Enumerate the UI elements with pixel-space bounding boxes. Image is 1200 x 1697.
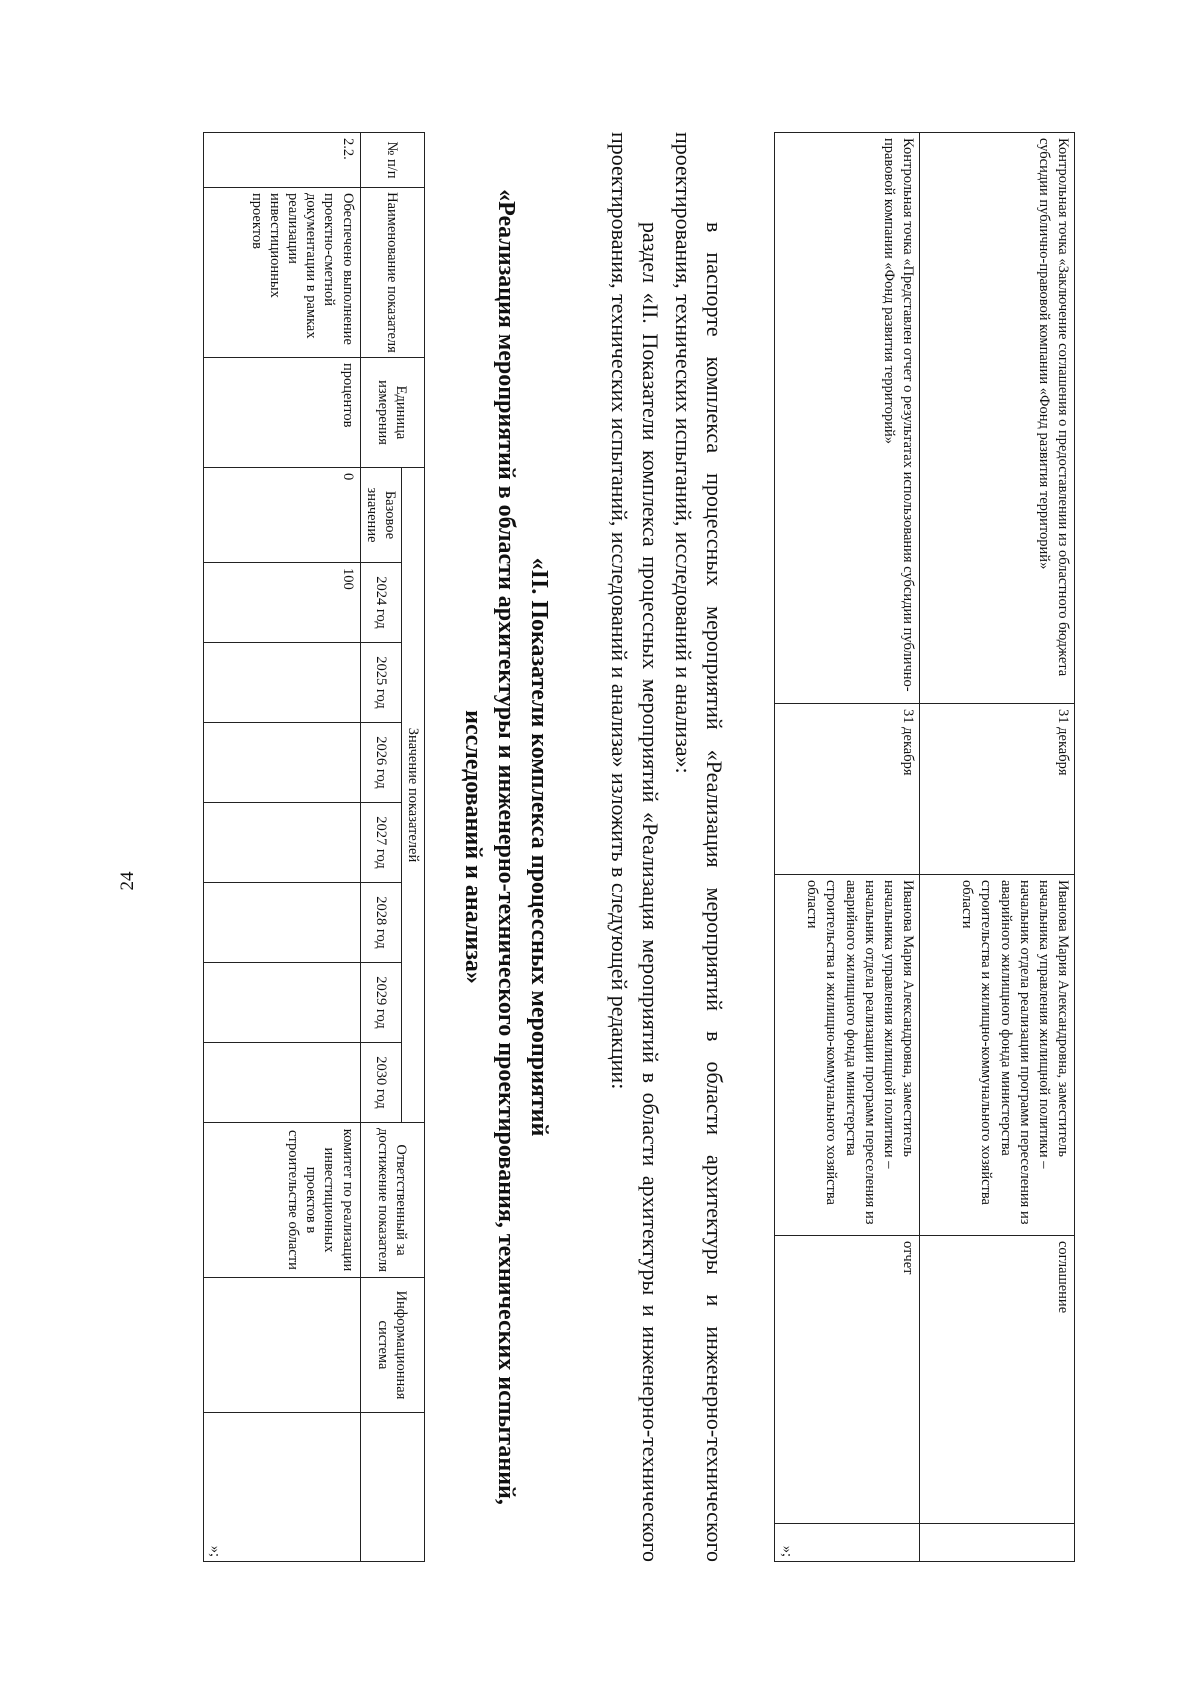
value-group-header: Значение показателей bbox=[401, 468, 424, 1123]
closing-quote-mark: »; bbox=[206, 1545, 223, 1557]
base-header: Базовое значение bbox=[360, 468, 401, 563]
amendment-paragraph-2: раздел «II. Показатели комплекса процессных мероприятий «Реализация мероприятий в области архитектуры и инженерно-технического проектирования, технических испытаний, исследований и анализа» изложить в следующей редакции: bbox=[606, 132, 663, 1562]
year-value-cell bbox=[203, 643, 360, 723]
document-cell: отчет bbox=[775, 1236, 920, 1524]
amendment-paragraph-1: в паспорте комплекса процессных мероприятий «Реализация мероприятий в области архитектуры и инженерно-технического проектирования, технических испытаний, исследований и анализа»: bbox=[670, 132, 727, 1562]
year-value-cell: 100 bbox=[203, 563, 360, 643]
year-header: 2029 год bbox=[360, 963, 401, 1043]
base-cell: 0 bbox=[203, 468, 360, 563]
year-value-cell bbox=[203, 803, 360, 883]
event-cell: Контрольная точка «Заключение соглашения о предоставлении из областного бюджета субсидии публично-правовой компании «Фонд развития территорий» bbox=[920, 133, 1075, 704]
closing-quote-mark: »; bbox=[779, 1545, 796, 1557]
system-header: Информационная система bbox=[360, 1278, 424, 1413]
indicators-table bbox=[203, 132, 425, 1562]
control-points-table bbox=[774, 132, 1075, 1562]
event-cell: Контрольная точка «Представлен отчет о результатах использования субсидии публично-правовой компании «Фонд развития территорий» bbox=[775, 133, 920, 704]
extra-cell bbox=[203, 1413, 360, 1562]
table-row bbox=[920, 133, 1075, 1562]
responsible-cell: Иванова Мария Александровна, заместитель начальника управления жилищной политики – начальник отдела реализации программ переселения из аварийного жилищного фонда министерства строительства и жилищно-коммунального хозяйства области bbox=[920, 875, 1075, 1236]
responsible-cell: комитет по реализации инвестиционных проектов в строительстве области bbox=[203, 1123, 360, 1278]
extra-cell bbox=[920, 1523, 1075, 1561]
name-cell: Обеспечено выполнение проектно-сметной документации в рамках реализации инвестиционных проектов bbox=[203, 188, 360, 358]
document-cell: соглашение bbox=[920, 1236, 1075, 1524]
table-row bbox=[203, 133, 360, 1562]
year-header: 2025 год bbox=[360, 643, 401, 723]
year-value-cell bbox=[203, 963, 360, 1043]
year-header: 2028 год bbox=[360, 883, 401, 963]
year-value-cell bbox=[203, 1043, 360, 1123]
system-cell bbox=[203, 1278, 360, 1413]
year-header: 2024 год bbox=[360, 563, 401, 643]
name-header: Наименование показателя bbox=[360, 188, 424, 358]
year-header: 2027 год bbox=[360, 803, 401, 883]
header-row bbox=[401, 133, 424, 1562]
extra-header bbox=[360, 1413, 424, 1562]
responsible-header: Ответственный за достижение показателя bbox=[360, 1123, 424, 1278]
unit-header: Единица измерения bbox=[360, 358, 424, 468]
year-value-cell bbox=[203, 723, 360, 803]
responsible-cell: Иванова Мария Александровна, заместитель начальника управления жилищной политики – начальник отдела реализации программ переселения из аварийного жилищного фонда министерства строительства и жилищно-коммунального хозяйства области bbox=[775, 875, 920, 1236]
page-number: 24 bbox=[117, 871, 138, 891]
section-heading-line-2: «Реализация мероприятий в области архитектуры и инженерно-технического проектирования, технических испытаний, исследований и анализа» bbox=[459, 189, 519, 1505]
year-header: 2030 год bbox=[360, 1043, 401, 1123]
landscape-content bbox=[175, 132, 1075, 1562]
year-value-cell bbox=[203, 883, 360, 963]
date-cell: 31 декабря bbox=[775, 704, 920, 875]
extra-cell bbox=[775, 1523, 920, 1561]
table-row bbox=[775, 133, 920, 1562]
num-cell: 2.2. bbox=[203, 133, 360, 188]
date-cell: 31 декабря bbox=[920, 704, 1075, 875]
unit-cell: процентов bbox=[203, 358, 360, 468]
num-header: № п/п bbox=[360, 133, 424, 188]
year-header: 2026 год bbox=[360, 723, 401, 803]
section-heading-line-1: «II. Показатели комплекса процессных мероприятий bbox=[526, 557, 552, 1137]
